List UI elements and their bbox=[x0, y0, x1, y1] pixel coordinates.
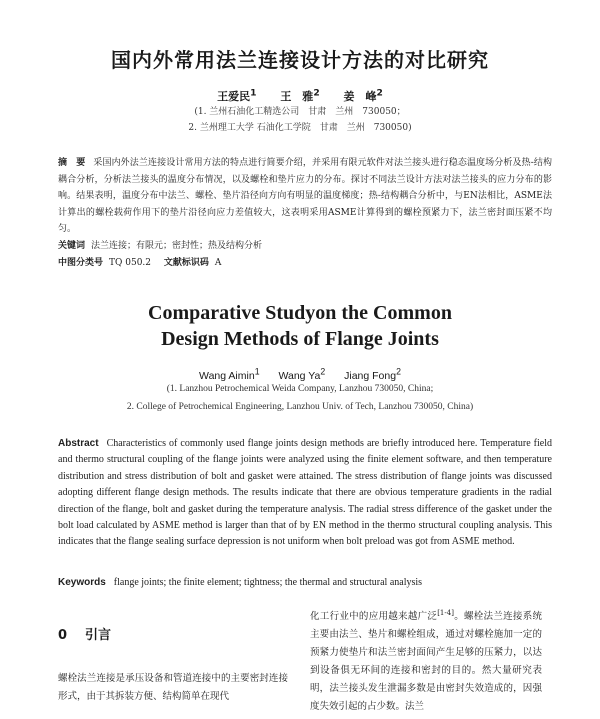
document-code-label: 文献标识码 bbox=[163, 258, 209, 268]
section-heading bbox=[58, 624, 111, 643]
section-title: 引言 bbox=[85, 628, 112, 643]
english-abstract-label: Abstract bbox=[58, 438, 99, 449]
body-left-column: 螺栓法兰连接是承压设备和管道连接中的主要密封连接形式，由于其拆装方便、结构简单在现代 bbox=[58, 673, 288, 702]
class-number-value: TQ 050.2 bbox=[109, 258, 152, 268]
english-abstract-text: Characteristics of commonly used flange joints design methods are briefly introduced here. Temperature field and thermo structural coupling of the flange joints were analyzed using the finite element software, and then temperature distribution and stress distribution of bolt and gasket were attained. The stress distribution of flange joints was discussed adopting different flange design methods. The results indicate that there are obvious temperature gradients in the radial direction of the flange, bolt and gasket during the temperature analysis. The radial stress difference of the gasket under the bolt load calculated by ASME method is larger than that of by EN method in the thermo structural coupling analysis. This indicates that the flange sealing surface depression is not uniform when bolt preload was got from ASME method. bbox=[58, 438, 552, 548]
chinese-keywords-label: 关键词 bbox=[58, 241, 86, 251]
document-code-value: A bbox=[214, 258, 222, 268]
chinese-affiliation-1: (1. 兰州石油化工精选公司 甘肃 兰州 730050； bbox=[194, 107, 406, 117]
chinese-abstract-label: 摘 要 bbox=[58, 158, 86, 168]
english-authors bbox=[0, 366, 600, 382]
citation-reference: [1-4] bbox=[437, 609, 454, 617]
chinese-affiliation-2: 2. 兰州理工大学 石油化工学院 甘肃 兰州 730050) bbox=[188, 123, 412, 133]
english-affiliation-2: 2. College of Petrochemical Engineering, Lanzhou Univ. of Tech, Lanzhou 730050, China) bbox=[126, 402, 474, 412]
english-keywords bbox=[58, 577, 552, 588]
english-keywords-label: Keywords bbox=[58, 577, 106, 588]
chinese-author: 王爱民$^1$ bbox=[217, 87, 257, 103]
body-right-column bbox=[310, 604, 542, 716]
english-keywords-text: flange joints; the finite element; tightness; the thermal and structural analysis bbox=[113, 577, 423, 588]
chinese-authors bbox=[0, 87, 600, 104]
chinese-author: 王 雅$^2$ bbox=[280, 87, 320, 103]
english-author: Wang Aimin$^1$ bbox=[199, 366, 260, 382]
english-author: Wang Ya$^2$ bbox=[278, 366, 326, 382]
chinese-abstract-text: 采国内外法兰连接设计常用方法的特点进行简要介绍，并采用有限元软件对法兰接头进行稳态温度场分析及热-结构耦合分析，分析法兰接头的温度分布情况，以及螺栓和垫片应力的分布。探讨不同法兰设计方法对法兰接头的应力分布的影响。结果表明，温度分布中法兰、螺栓、垫片沿径向方向有明显的温度梯度；热-结构耦合分析中，与EN法相比，ASME法计算出的螺栓载荷作用下的垫片沿径向应力差值较大，这表明采用ASME计算得到的螺栓预紧力下，法兰密封面压紧不均匀。 bbox=[58, 158, 552, 234]
section-number: 0 bbox=[58, 628, 68, 643]
chinese-title: 国内外常用法兰连接设计方法的对比研究 bbox=[111, 48, 489, 72]
body-right-text-1: 化工行业中的应用越来越广泛 bbox=[310, 611, 438, 623]
classification-line bbox=[58, 255, 552, 268]
english-title-line-1: Comparative Studyon the Common bbox=[148, 302, 452, 324]
chinese-author: 姜 峰$^2$ bbox=[343, 87, 383, 103]
english-affiliation-1: (1. Lanzhou Petrochemical Weida Company, Lanzhou 730050, China; bbox=[166, 384, 434, 394]
chinese-abstract bbox=[58, 155, 552, 238]
class-number-label: 中图分类号 bbox=[58, 258, 104, 268]
body-right-text-2: 。螺栓法兰连接系统主要由法兰、垫片和螺栓组成，通过对螺栓施加一定的预紧力使垫片和法兰密封面间产生足够的压紧力，以达到设备俱无环间的连接和密封的目的。然大量研究表明，法兰接头发生泄漏多数是由密封失效造成的，因强度失效引起的占少数。法兰 bbox=[310, 611, 542, 713]
english-title bbox=[0, 300, 600, 352]
chinese-keywords-text: 法兰连接；有限元；密封性；热及结构分析 bbox=[91, 241, 263, 251]
chinese-keywords bbox=[58, 238, 552, 251]
english-title-line-2: Design Methods of Flange Joints bbox=[161, 328, 439, 350]
english-abstract bbox=[58, 436, 552, 551]
english-author: Jiang Fong$^2$ bbox=[344, 366, 401, 382]
